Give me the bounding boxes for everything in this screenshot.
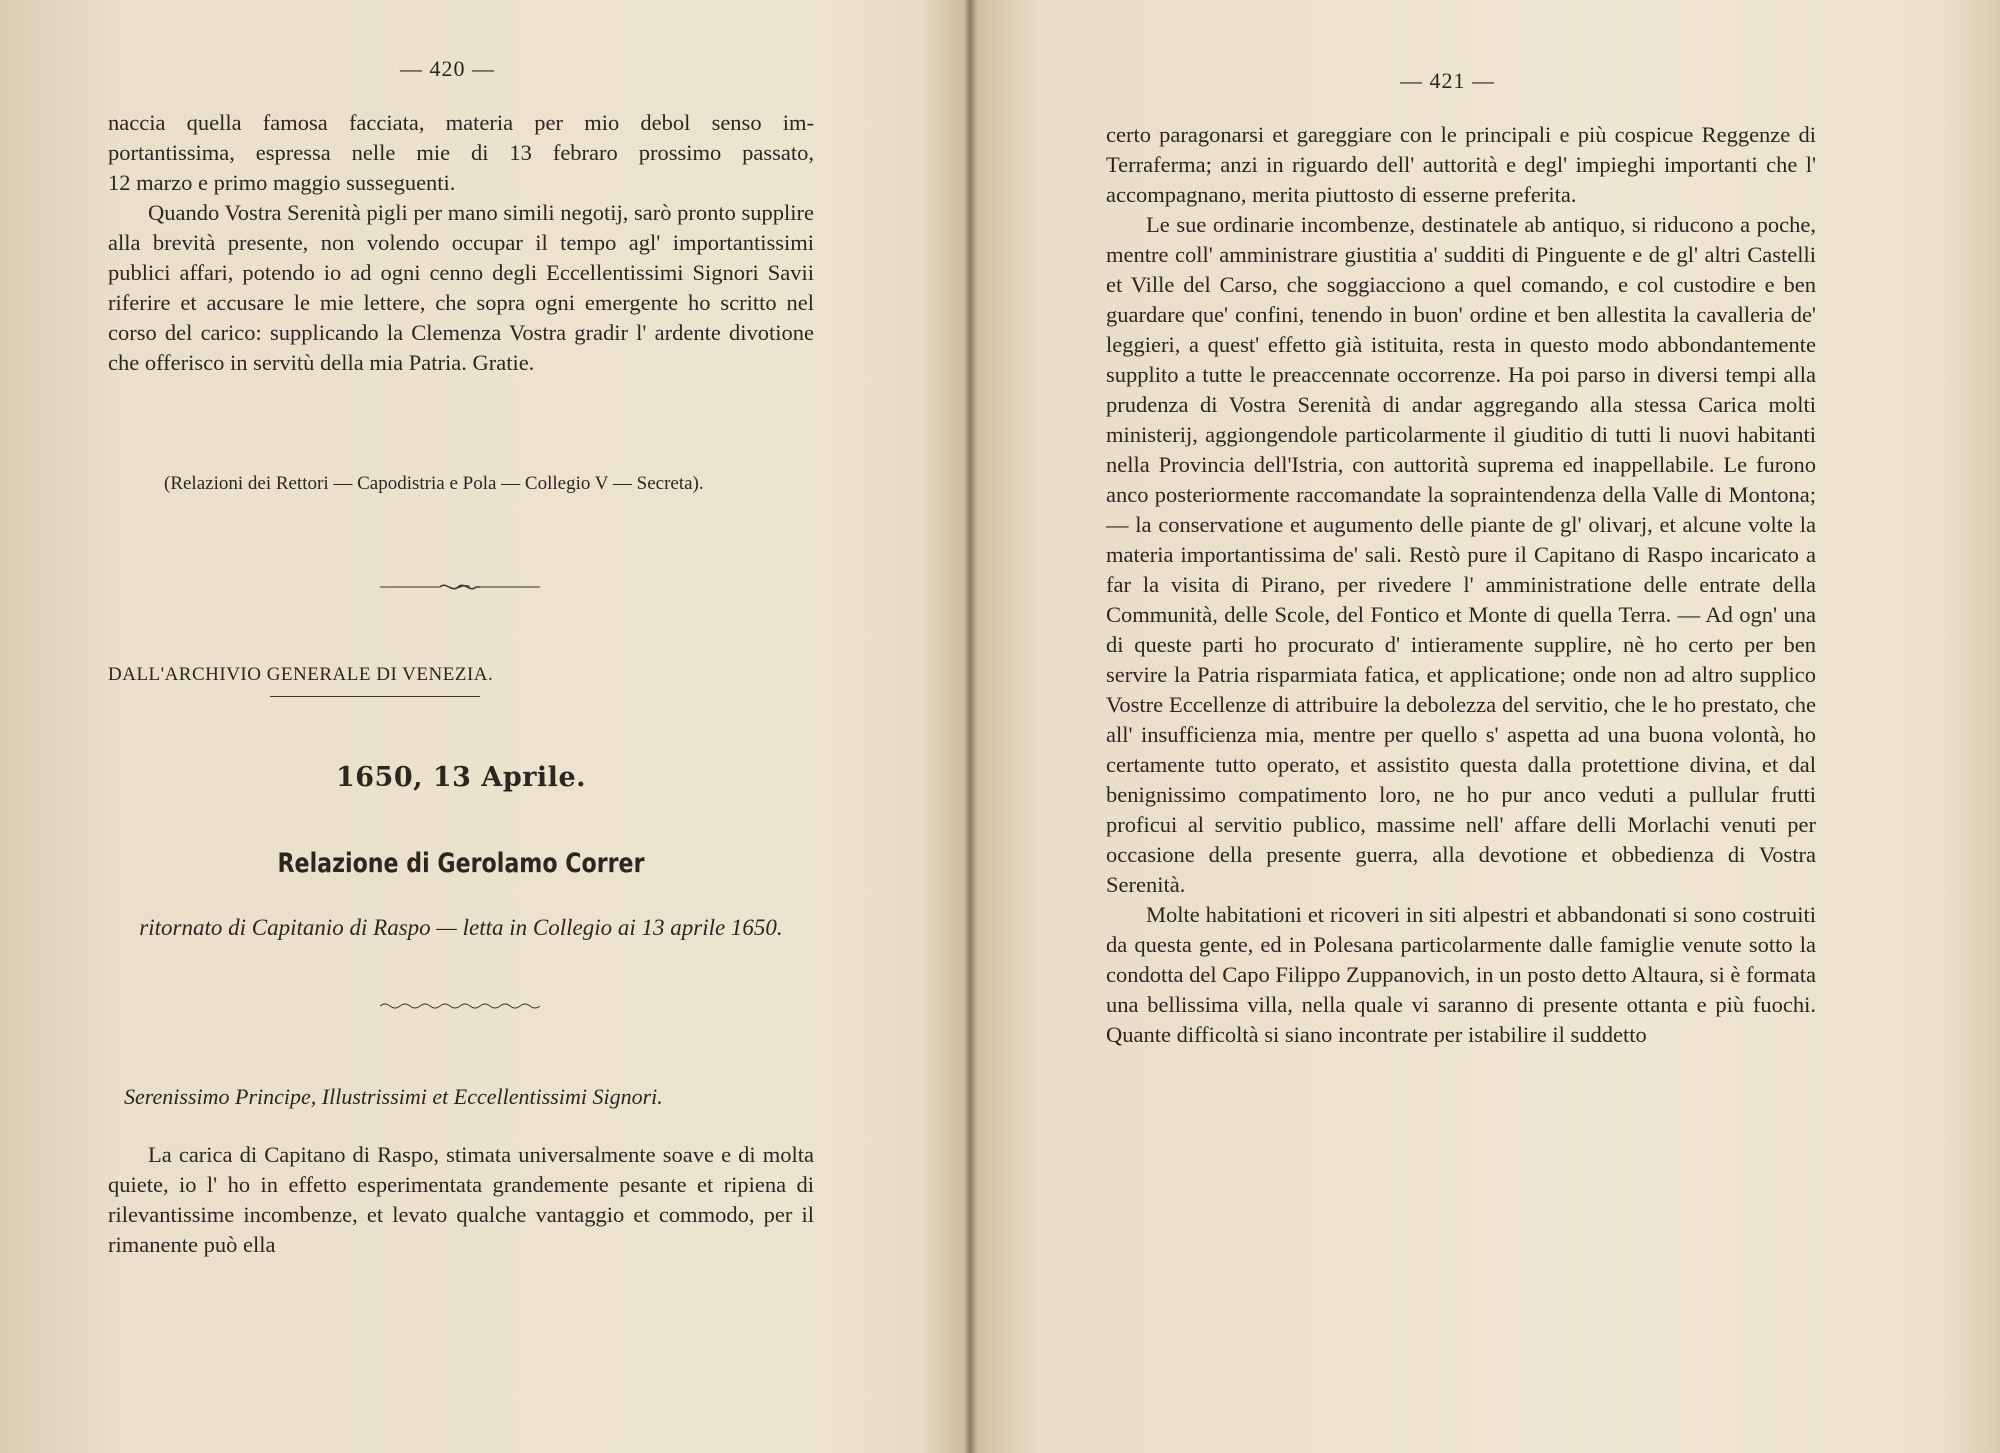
body-text bbox=[1106, 120, 1816, 1050]
left-page bbox=[0, 0, 960, 1453]
wavy-divider bbox=[380, 1002, 540, 1010]
heading-rule bbox=[270, 696, 480, 697]
right-page bbox=[972, 0, 2000, 1453]
paragraph: Quando Vostra Serenità pigli per mano simili negotij, sarò pronto supplire alla brevità presente, non volendo occupar il tempo agl' importantissimi publici affari, potendo io ad ogni cenno degli Eccellentissimi Signori Savii riferire et accusare le mie lettere, che sopra ogni emergente ho scritto nel corso del carico: supplicando la Clemenza Vostra gradir l' ardente divotione che offerisco in servitù della mia Patria. Gratie. bbox=[108, 200, 814, 375]
text-line: naccia quella famosa facciata, materia per mio debol senso im- bbox=[108, 110, 814, 135]
paragraph: Molte habitationi et ricoveri in siti alpestri et abbandonati si sono costruiti da questa gente, ed in Polesana particolarmente dalle famiglie venute sotto la condotta del Capo Filippo Zuppanovich, in un posto detto Altaura, si è formata una bellissima villa, nella quale vi saranno di presente ottanta e più fuochi. Quante difficoltà si siano incontrate per istabilire il suddetto bbox=[1106, 902, 1816, 1047]
page-number: — 421 — bbox=[1400, 68, 1495, 93]
source-citation: (Relazioni dei Rettori — Capodistria e Pola — Collegio V — Secreta). bbox=[164, 473, 704, 494]
report-subtitle: ritornato di Capitanio di Raspo — letta in Collegio ai 13 aprile 1650. bbox=[139, 915, 783, 940]
text-line: portantissima, espressa nelle mie di 13 febraro prossimo passato, bbox=[108, 140, 814, 165]
report-title: Relazione di Gerolamo Correr bbox=[277, 848, 645, 879]
page-number: — 420 — bbox=[400, 56, 495, 81]
ornament-divider bbox=[380, 580, 540, 594]
document-date: 1650, 13 Aprile. bbox=[335, 762, 587, 793]
paragraph: La carica di Capitano di Raspo, stimata universalmente soave e di molta quiete, io l' ho in effetto esperimentata grandemente pesante et ripiena di rilevantissime incombenze, et levato qualche vantaggio et commodo, per il rimanente può ella bbox=[108, 1142, 814, 1257]
body-text bbox=[108, 1140, 814, 1260]
paragraph: Le sue ordinarie incombenze, destinatele ab antiquo, si riducono a poche, mentre coll' amministrare giustitia a' sudditi di Pinguente e de gl' altri Castelli et Ville del Carso, che soggiacciono a quel comando, e col custodire e ben guardare que' confini, tenendo in buon' ordine et ben allestita la cavalleria de' leggieri, a quest' effetto già istituita, resta in questo modo abbondantemente supplito a tutte le preaccennate occorrenze. Ha poi parso in diversi tempi alla prudenza di Vostra Serenità di andar aggregando alla stessa Carica molti ministerij, aggiongendole particolarmente il giuditio di tutti li nuovi habitanti nella Provincia dell'Istria, con auttorità suprema ed inappellabile. Le furono anco posteriormente raccomandate la sopraintendenza della Valle di Montona; — la conservatione et augumento delle piante de gl' olivarj, et alcune volte la materia importantissima de' sali. Restò pure il Capitano di Raspo incaricato a far la visita di Pirano, per rivedere l' amministratione delle entrate della Communità, delle Scole, del Fontico et Monte di quella Terra. — Ad ogn' una di queste parti ho procurato d' intieramente supplire, nè ho certo per ben servire la Patria risparmiata fatica, et applicatione; onde non ad altro supplico Vostre Eccellenze di attribuire la debolezza del servitio, che le ho prestato, che all' insufficienza mia, mentre per quello s' aspetta ad una buona volontà, ho certamente tutto operato, et assistito questa dalla protettione divina, et dal benignissimo compatimento loro, ne ho pur anco veduti a pullular frutti proficui al servitio publico, massime nell' affare delli Morlachi venuti per occasione della presente guerra, alla devotione et obbedienza di Vostra Serenità. bbox=[1106, 212, 1816, 897]
paragraph: certo paragonarsi et gareggiare con le principali e più cospicue Reggenze di Terraferma; anzi in riguardo dell' auttorità e degl' impieghi importanti che l' accompagnano, merita piuttosto di esserne preferita. bbox=[1106, 122, 1816, 207]
text-line: 12 marzo e primo maggio susseguenti. bbox=[108, 170, 456, 195]
continued-text bbox=[108, 108, 814, 378]
archive-heading: DALL'ARCHIVIO GENERALE DI VENEZIA. bbox=[108, 664, 494, 685]
salutation: Serenissimo Principe, Illustrissimi et Eccellentissimi Signori. bbox=[124, 1084, 663, 1109]
